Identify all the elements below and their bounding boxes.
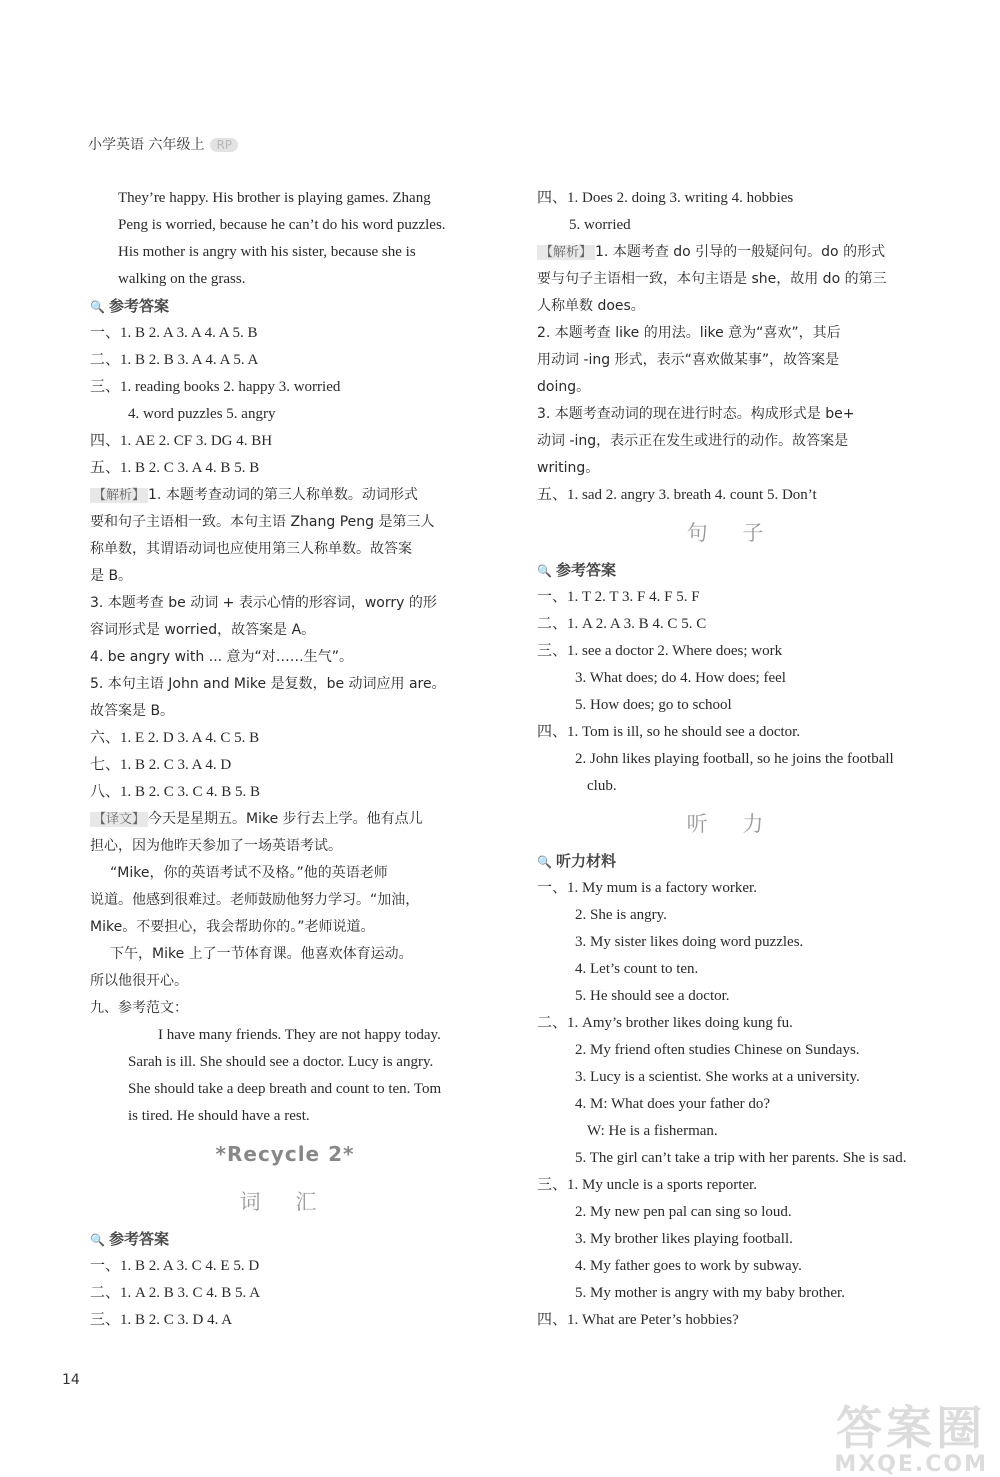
essay-line: She should take a deep breath and count to ten. Tom (128, 1081, 442, 1097)
translation-line: 说道。他感到很难过。老师鼓励他努力学习。“加油， (90, 892, 420, 908)
answer-line: 4. word puzzles 5. angry (128, 406, 276, 422)
answer-line: 一、1. B 2. A 3. A 4. A 5. B (90, 325, 258, 341)
explanation-text: 1. 本题考查 do 引导的一般疑问句。do 的形式 (595, 244, 886, 260)
edition-badge: RP (210, 138, 238, 152)
answer-line: 八、1. B 2. C 3. C 4. B 5. B (90, 784, 261, 800)
explanation-line: 故答案是 B。 (90, 703, 175, 719)
script-line: 一、1. My mum is a factory worker. (537, 880, 757, 896)
watermark-logo (834, 1392, 988, 1477)
explanation-line: 5. 本句主语 John and Mike 是复数，be 动词应用 are。 (90, 676, 446, 692)
explanation-line: 2. 本题考查 like 的用法。like 意为“喜欢”，其后 (537, 325, 841, 341)
explanation-line: 4. be angry with ... 意为“对……生气”。 (90, 649, 354, 665)
script-line: 四、1. What are Peter’s hobbies? (537, 1312, 739, 1328)
explanation-line (90, 482, 480, 509)
answer-line: 四、1. Does 2. doing 3. writing 4. hobbies (537, 190, 794, 206)
text-line: walking on the grass. (118, 271, 246, 287)
explanation-line: 要与句子主语相一致，本句主语是 she，故用 do 的第三 (537, 271, 887, 287)
text-line: They’re happy. His brother is playing games. Zhang (118, 190, 431, 206)
explanation-line: 3. 本题考查 be 动词 + 表示心情的形容词，worry 的形 (90, 595, 437, 611)
explanation-line: 要和句子主语相一致。本句主语 Zhang Peng 是第三人 (90, 514, 435, 530)
answer-line: 5. How does; go to school (575, 697, 732, 713)
translation-line: Mike。不要担心，我会帮助你的。”老师说道。 (90, 919, 375, 935)
script-line: 2. My new pen pal can sing so loud. (575, 1204, 792, 1220)
watermark-main: 答案圈 (836, 1401, 987, 1455)
script-line: 二、1. Amy’s brother likes doing kung fu. (537, 1015, 793, 1031)
left-column (90, 185, 480, 1334)
answer-line: 一、1. B 2. A 3. C 4. E 5. D (90, 1258, 260, 1274)
explanation-line: 称单数，其谓语动词也应使用第三人称单数。故答案 (90, 541, 412, 557)
translation-tag: 【译文】 (90, 812, 148, 827)
explanation-line: doing。 (537, 379, 591, 395)
page-number: 14 (62, 1372, 80, 1388)
script-line: 2. She is angry. (575, 907, 667, 923)
text-line: His mother is angry with his sister, because she is (118, 244, 416, 260)
essay-line: is tired. He should have a rest. (128, 1108, 310, 1124)
answer-line: 5. worried (569, 217, 631, 233)
answer-line: 三、1. reading books 2. happy 3. worried (90, 379, 341, 395)
script-line: W: He is a fisherman. (587, 1123, 718, 1139)
answer-line: 四、1. AE 2. CF 3. DG 4. BH (90, 433, 273, 449)
explanation-text: 1. 本题考查动词的第三人称单数。动词形式 (148, 487, 418, 503)
answer-line: 2. John likes playing football, so he joins the football (575, 751, 894, 767)
answer-line: 四、1. Tom is ill, so he should see a doctor. (537, 724, 801, 740)
script-line: 3. Lucy is a scientist. She works at a university. (575, 1069, 860, 1085)
section-title-sentences: 句 子 (686, 521, 778, 545)
section-heading-answers: 🔍 参考答案 (90, 1226, 480, 1253)
section-heading-listening-script: 🔍 听力材料 (537, 848, 927, 875)
analysis-tag: 【解析】 (537, 245, 595, 260)
translation-line: 担心，因为他昨天参加了一场英语考试。 (90, 838, 342, 854)
script-line: 2. My friend often studies Chinese on Sundays. (575, 1042, 860, 1058)
answer-line: 六、1. E 2. D 3. A 4. C 5. B (90, 730, 260, 746)
script-line: 4. My father goes to work by subway. (575, 1258, 802, 1274)
book-title: 小学英语 六年级上 (88, 137, 205, 153)
essay-line: I have many friends. They are not happy today. (158, 1027, 441, 1043)
explanation-line: writing。 (537, 460, 600, 476)
section-title-listening: 听 力 (686, 812, 778, 836)
analysis-tag: 【解析】 (90, 488, 148, 503)
answer-line: 三、1. see a doctor 2. Where does; work (537, 643, 783, 659)
explanation-line (537, 239, 927, 266)
answer-line: 五、1. sad 2. angry 3. breath 4. count 5. Don’t (537, 487, 817, 503)
explanation-line: 容词形式是 worried，故答案是 A。 (90, 622, 316, 638)
answer-line: 二、1. A 2. B 3. C 4. B 5. A (90, 1285, 261, 1301)
unit-title-recycle-2: *Recycle 2* (215, 1142, 355, 1166)
answer-line: 七、1. B 2. C 3. A 4. D (90, 757, 232, 773)
page-header (88, 134, 238, 154)
translation-line (90, 806, 480, 833)
script-line: 5. He should see a doctor. (575, 988, 730, 1004)
script-line: 三、1. My uncle is a sports reporter. (537, 1177, 757, 1193)
explanation-line: 人称单数 does。 (537, 298, 645, 314)
answer-line: 五、1. B 2. C 3. A 4. B 5. B (90, 460, 260, 476)
answer-line: 二、1. B 2. B 3. A 4. A 5. A (90, 352, 259, 368)
explanation-line: 3. 本题考查动词的现在进行时态。构成形式是 be+ (537, 406, 855, 422)
translation-line: “Mike，你的英语考试不及格。”他的英语老师 (110, 865, 388, 881)
explanation-line: 动词 -ing，表示正在发生或进行的动作。故答案是 (537, 433, 849, 449)
script-line: 5. My mother is angry with my baby brother. (575, 1285, 845, 1301)
script-line: 3. My brother likes playing football. (575, 1231, 793, 1247)
script-line: 5. The girl can’t take a trip with her parents. She is sad. (575, 1150, 907, 1166)
essay-line: Sarah is ill. She should see a doctor. Lucy is angry. (128, 1054, 434, 1070)
text-line: Peng is worried, because he can’t do his word puzzles. (118, 217, 446, 233)
section-title-vocabulary: 词 汇 (239, 1190, 331, 1214)
sample-essay-label: 九、参考范文： (90, 1000, 188, 1016)
answer-line: club. (587, 778, 617, 794)
watermark-site: MXQE.COM (834, 1452, 988, 1477)
unit-title-text: Recycle 2 (226, 1142, 343, 1166)
answer-line: 3. What does; do 4. How does; feel (575, 670, 786, 686)
answer-line: 一、1. T 2. T 3. F 4. F 5. F (537, 589, 700, 605)
translation-line: 所以他很开心。 (90, 973, 188, 989)
script-line: 4. M: What does your father do? (575, 1096, 771, 1112)
script-line: 4. Let’s count to ten. (575, 961, 699, 977)
translation-line: 下午，Mike 上了一节体育课。他喜欢体育运动。 (110, 946, 413, 962)
script-line: 3. My sister likes doing word puzzles. (575, 934, 804, 950)
translation-text: 今天是星期五。Mike 步行去上学。他有点儿 (148, 811, 423, 827)
answer-line: 二、1. A 2. A 3. B 4. C 5. C (537, 616, 707, 632)
explanation-line: 是 B。 (90, 568, 133, 584)
section-heading-answers: 🔍 参考答案 (537, 557, 927, 584)
section-heading-answers: 🔍 参考答案 (90, 293, 480, 320)
explanation-line: 用动词 -ing 形式，表示“喜欢做某事”，故答案是 (537, 352, 840, 368)
answer-line: 三、1. B 2. C 3. D 4. A (90, 1312, 233, 1328)
right-column (537, 185, 927, 1334)
